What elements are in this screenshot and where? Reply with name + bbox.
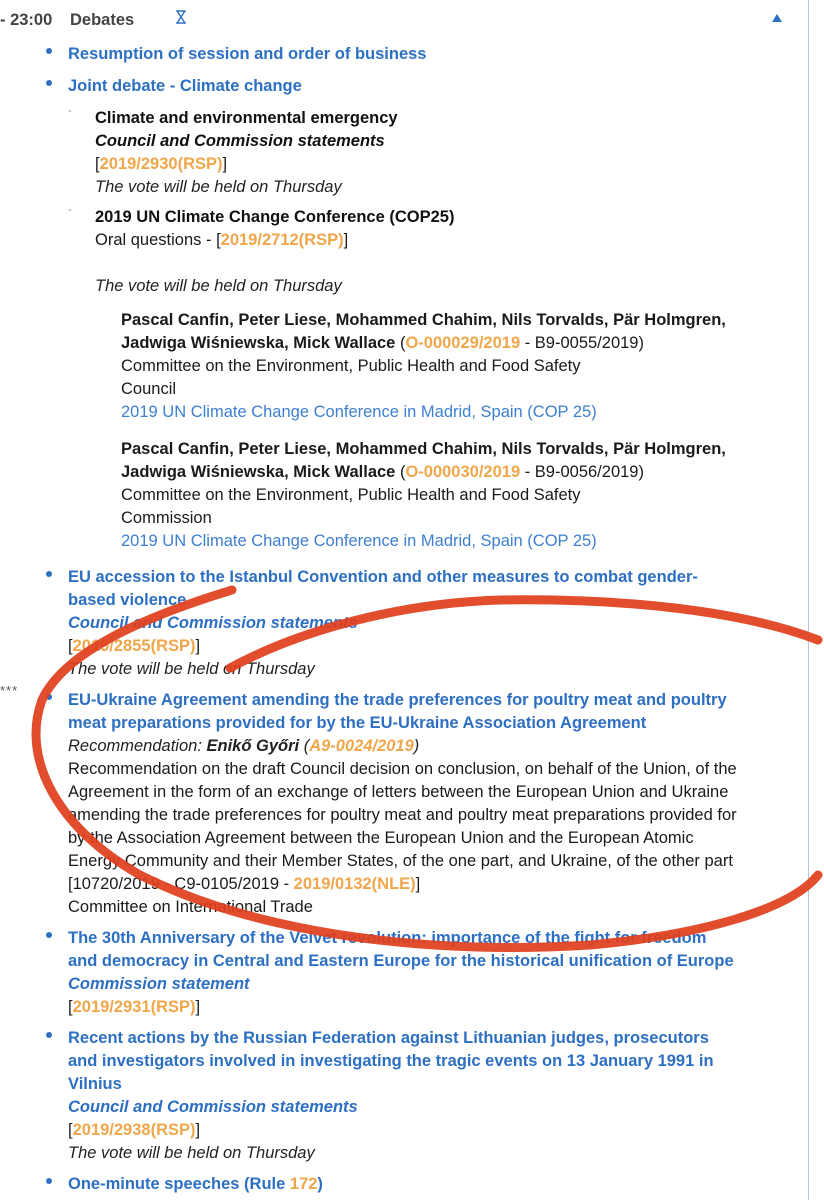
bullet-icon — [46, 48, 52, 54]
bullet-icon — [46, 1178, 52, 1184]
description-line: Recommendation on the draft Council decision on conclusion, on behalf of the Union, of the — [68, 760, 737, 778]
item-title-link[interactable]: EU-Ukraine Agreement amending the trade preferences for poultry meat and poultry — [68, 691, 727, 709]
description-line: by the Association Agreement between the European Union and the European Atomic — [68, 829, 694, 847]
document-code: - B9-0056/2019) — [520, 463, 644, 481]
item-title-link[interactable]: One-minute speeches (Rule — [68, 1175, 290, 1193]
item-title-close: ) — [317, 1175, 323, 1193]
item-title-link-cont[interactable]: Vilnius — [68, 1075, 122, 1093]
statement-type: Commission statement — [68, 975, 250, 993]
addressee: Commission — [121, 509, 212, 527]
vote-note: The vote will be held on Thursday — [68, 660, 315, 678]
report-code-link[interactable]: A9-0024/2019 — [309, 737, 414, 755]
document-refs: [10720/2019 - C9-0105/2019 - — [68, 875, 294, 893]
procedure-ref-link[interactable]: 2019/2930(RSP) — [99, 155, 223, 173]
description-line: Energy Community and their Member States, of the one part, and Ukraine, of the other part — [68, 852, 733, 870]
vote-note: The vote will be held on Thursday — [68, 1144, 315, 1162]
rule-number-link[interactable]: 172 — [289, 1175, 318, 1193]
section-title: Debates — [70, 11, 135, 29]
recommendation-label: Recommendation: — [68, 737, 207, 755]
dash-marker: - — [68, 204, 72, 216]
dash-marker: - — [68, 105, 72, 117]
bullet-icon — [46, 694, 52, 700]
question-subject-link[interactable]: 2019 UN Climate Change Conference in Madrid, Spain (COP 25) — [121, 403, 597, 421]
oral-label: Oral questions - — [95, 231, 217, 249]
bullet-icon — [46, 571, 52, 577]
vote-note: The vote will be held on Thursday — [95, 277, 342, 295]
procedure-ref-link[interactable]: 2019/0132(NLE) — [293, 875, 416, 893]
committee-name: Committee on International Trade — [68, 898, 313, 916]
question-authors-cont: Jadwiga Wiśniewska, Mick Wallace — [121, 463, 396, 481]
item-title-link[interactable]: The 30th Anniversary of the Velvet revolution: importance of the fight for freedom — [68, 929, 707, 947]
hourglass-icon[interactable] — [176, 10, 186, 24]
statement-type: Council and Commission statements — [95, 132, 385, 150]
item-title-link[interactable]: Recent actions by the Russian Federation against Lithuanian judges, prosecutors — [68, 1029, 709, 1047]
procedure-ref-link[interactable]: 2019/2938(RSP) — [72, 1121, 196, 1139]
item-title-link[interactable]: EU accession to the Istanbul Convention and other measures to combat gender- — [68, 568, 698, 586]
item-title-link[interactable]: Resumption of session and order of business — [68, 45, 427, 63]
bullet-icon — [46, 1032, 52, 1038]
item-title-link-cont[interactable]: and democracy in Central and Eastern Europe for the historical unification of Europe — [68, 952, 734, 970]
consent-marker: *** — [0, 683, 19, 698]
vote-note: The vote will be held on Thursday — [95, 178, 342, 196]
addressee: Council — [121, 380, 177, 398]
procedure-ref-link[interactable]: 2019/2931(RSP) — [72, 998, 196, 1016]
question-authors: Pascal Canfin, Peter Liese, Mohammed Chahim, Nils Torvalds, Pär Holmgren, — [121, 440, 726, 458]
procedure-ref-link[interactable]: 2019/2712(RSP) — [220, 231, 344, 249]
item-title-link[interactable]: Joint debate - Climate change — [68, 77, 302, 95]
statement-type: Council and Commission statements — [68, 614, 358, 632]
time-range: - 23:00 — [0, 11, 53, 29]
committee-name: Committee on the Environment, Public Health and Food Safety — [121, 357, 581, 375]
procedure-ref-link[interactable]: 2019/2855(RSP) — [72, 637, 196, 655]
question-code-link[interactable]: O-000029/2019 — [405, 334, 521, 352]
question-subject-link[interactable]: 2019 UN Climate Change Conference in Madrid, Spain (COP 25) — [121, 532, 597, 550]
statement-type: Council and Commission statements — [68, 1098, 358, 1116]
scroll-up-icon[interactable] — [772, 14, 782, 22]
document-code: - B9-0055/2019) — [520, 334, 644, 352]
agenda-header — [0, 8, 800, 34]
question-authors-cont: Jadwiga Wiśniewska, Mick Wallace — [121, 334, 396, 352]
sub-item-title: 2019 UN Climate Change Conference (COP25) — [95, 208, 455, 226]
description-line: amending the trade preferences for poultry meat and poultry meat preparations provided for — [68, 806, 737, 824]
question-authors: Pascal Canfin, Peter Liese, Mohammed Chahim, Nils Torvalds, Pär Holmgren, — [121, 311, 726, 329]
sub-item-title: Climate and environmental emergency — [95, 109, 398, 127]
item-title-link-cont[interactable]: based violence — [68, 591, 187, 609]
committee-name: Committee on the Environment, Public Health and Food Safety — [121, 486, 581, 504]
description-line: Agreement in the form of an exchange of letters between the European Union and Ukraine — [68, 783, 729, 801]
bullet-icon — [46, 932, 52, 938]
item-title-link-cont[interactable]: and investigators involved in investigating the tragic events on 13 January 1991 in — [68, 1052, 714, 1070]
question-code-link[interactable]: O-000030/2019 — [405, 463, 521, 481]
bullet-icon — [46, 80, 52, 86]
item-title-link-cont[interactable]: meat preparations provided for by the EU-Ukraine Association Agreement — [68, 714, 647, 732]
rapporteur-name: Enikő Győri — [206, 737, 300, 755]
